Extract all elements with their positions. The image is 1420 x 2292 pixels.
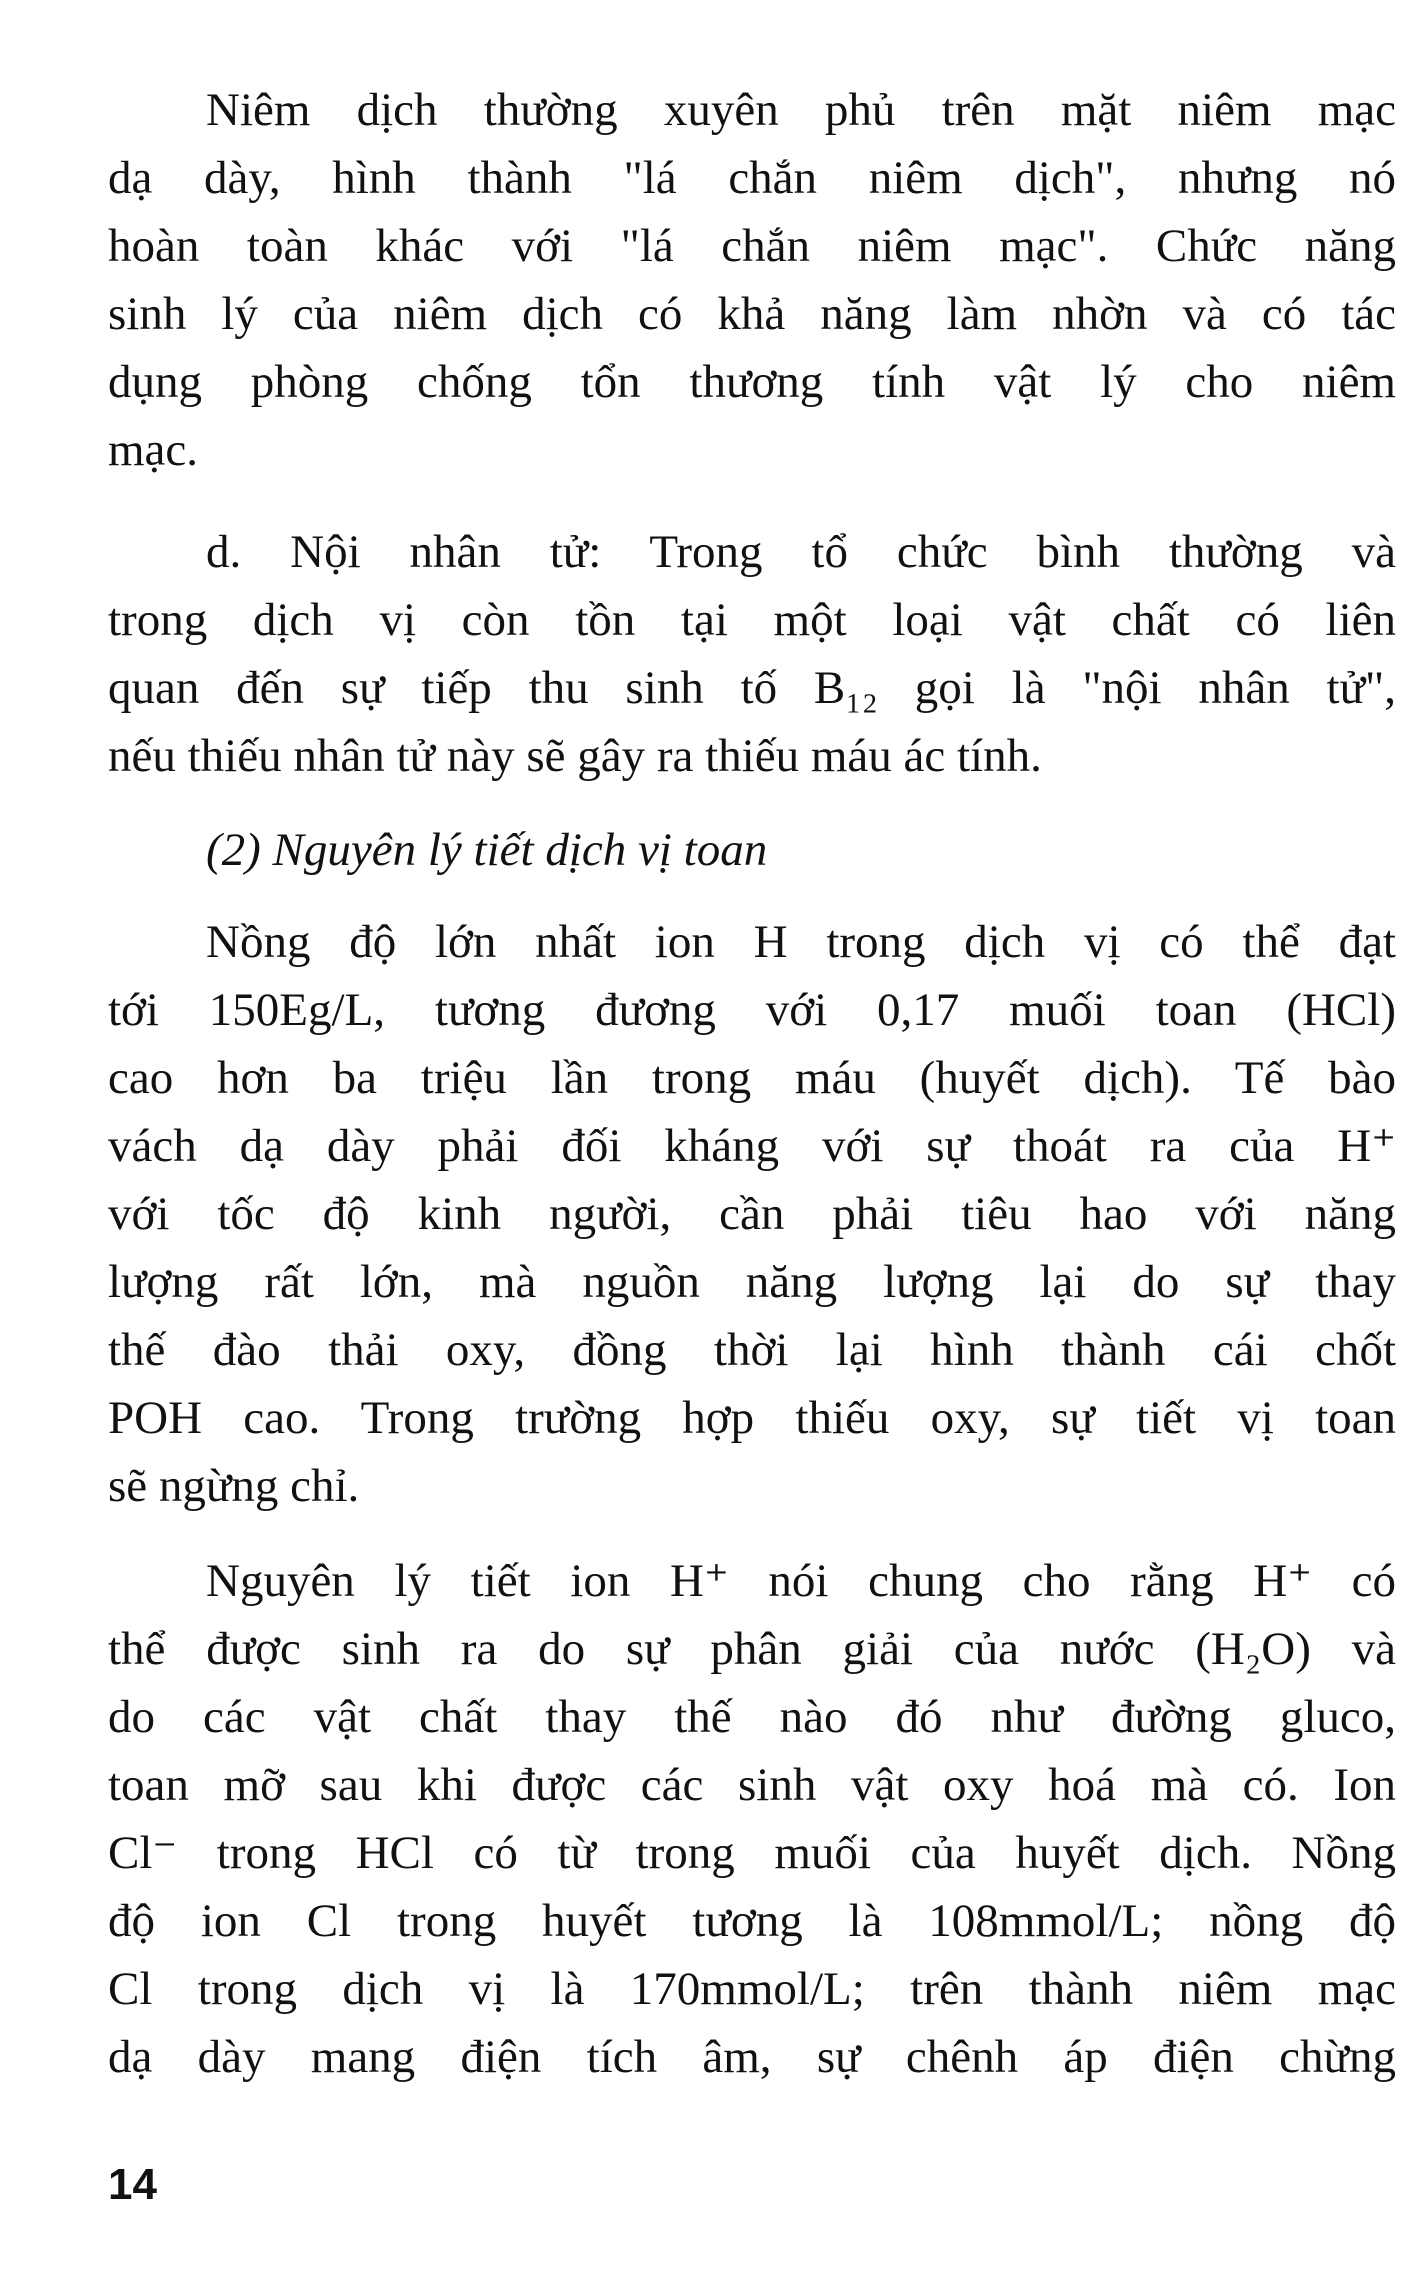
text-line: lượng rất lớn, mà nguồn năng lượng lại do sự thay: [108, 1256, 1396, 1308]
text-line: cao hơn ba triệu lần trong máu (huyết dịch). Tế bào: [108, 1052, 1396, 1104]
text-line: độ ion Cl trong huyết tương là 108mmol/L; nồng độ: [108, 1895, 1396, 1947]
text-line: dụng phòng chống tổn thương tính vật lý cho niêm: [108, 356, 1396, 408]
text-line: trong dịch vị còn tồn tại một loại vật chất có liên: [108, 594, 1396, 646]
text-line: Cl trong dịch vị là 170mmol/L; trên thành niêm mạc: [108, 1963, 1396, 2015]
page-number: 14: [108, 2160, 157, 2209]
paragraph-mucus: [108, 76, 1396, 484]
text-line: Nồng độ lớn nhất ion H trong dịch vị có thể đạt: [206, 916, 1396, 968]
text-line: POH cao. Trong trường hợp thiếu oxy, sự tiết vị toan: [108, 1392, 1396, 1444]
text-line: sẽ ngừng chỉ.: [108, 1460, 360, 1512]
text-line: d. Nội nhân tử: Trong tổ chức bình thường và: [206, 526, 1396, 578]
text-line: với tốc độ kinh người, cần phải tiêu hao với năng: [108, 1188, 1396, 1240]
text-line: thể được sinh ra do sự phân giải của nước (H₂O) và: [108, 1623, 1396, 1675]
text-line: dạ dày, hình thành "lá chắn niêm dịch", nhưng nó: [108, 152, 1396, 204]
text-line: Nguyên lý tiết ion H⁺ nói chung cho rằng H⁺ có: [206, 1555, 1396, 1607]
text-line: tới 150Eg/L, tương đương với 0,17 muối toan (HCl): [108, 984, 1396, 1036]
section-heading: [108, 816, 1396, 884]
text-line: dạ dày mang điện tích âm, sự chênh áp điện chừng: [108, 2031, 1396, 2083]
text-line: toan mỡ sau khi được các sinh vật oxy hoá mà có. Ion: [108, 1759, 1396, 1811]
text-line: nếu thiếu nhân tử này sẽ gây ra thiếu máu ác tính.: [108, 730, 1042, 782]
text-line: hoàn toàn khác với "lá chắn niêm mạc". Chức năng: [108, 220, 1396, 272]
text-line: Niêm dịch thường xuyên phủ trên mặt niêm mạc: [206, 84, 1396, 136]
text-line: sinh lý của niêm dịch có khả năng làm nhờn và có tác: [108, 288, 1396, 340]
text-line: (2) Nguyên lý tiết dịch vị toan: [206, 824, 768, 876]
text-line: mạc.: [108, 424, 199, 476]
text-line: Cl⁻ trong HCl có từ trong muối của huyết dịch. Nồng: [108, 1827, 1396, 1879]
paragraph-intrinsic-factor: [108, 518, 1396, 790]
text-line: vách dạ dày phải đối kháng với sự thoát ra của H⁺: [108, 1120, 1396, 1172]
text-line: quan đến sự tiếp thu sinh tố B₁₂ gọi là "nội nhân tử",: [108, 662, 1396, 714]
text-line: do các vật chất thay thế nào đó như đường gluco,: [108, 1691, 1396, 1743]
paragraph-h-ion-secretion: [108, 1547, 1396, 2091]
text-line: thế đào thải oxy, đồng thời lại hình thành cái chốt: [108, 1324, 1396, 1376]
paragraph-acid-concentration: [108, 908, 1396, 1520]
